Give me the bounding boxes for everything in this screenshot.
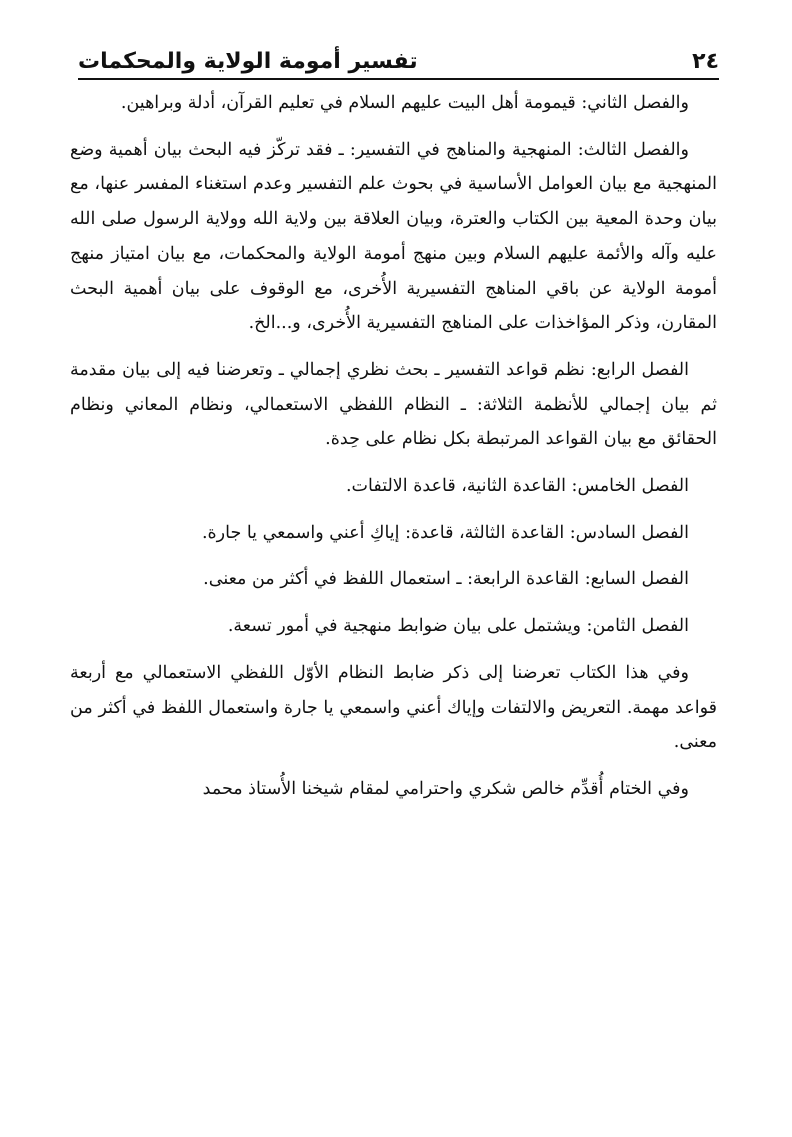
paragraph-book-summary: وفي هذا الكتاب تعرضنا إلى ذكر ضابط النظام الأوّل اللفظي الاستعمالي مع أربعة قواعد مهمة. التعريض والالتفات وإياك أعني واسمعي يا جارة واستعمال اللفظ في أكثر من معنى. — [70, 662, 717, 753]
paragraph-chapter-8: الفصل الثامن: ويشتمل على بيان ضوابط منهجية في أمور تسعة. — [227, 616, 689, 637]
paragraph-chapter-7: الفصل السابع: القاعدة الرابعة: ـ استعمال اللفظ في أكثر من معنى. — [203, 569, 689, 590]
paragraph-chapter-3: والفصل الثالث: المنهجية والمناهج في التفسير: ـ فقد تركّز فيه البحث بيان أهمية وضع المنهجية مع بيان العوامل الأساسية في بحوث علم التفسير وعدم استغناء المفسر عنها، مع بيان وحدة المعية بين الكتاب والعترة، وبيان العلاقة بين ولاية الله وولاية الرسول صلى الله عليه وآله والأئمة عليهم السلام وبين منهج أمومة الولاية والمحكمات، مع بيان امتياز منهج أمومة الولاية عن باقي المناهج التفسيرية الأُخرى، مع الوقوف على بيان أهمية البحث المقارن، وذكر المؤاخذات على المناهج التفسيرية الأُخرى، و...الخ. — [70, 139, 717, 334]
body-text — [70, 86, 717, 819]
page-header — [78, 34, 719, 80]
paragraph-chapter-4: الفصل الرابع: نظم قواعد التفسير ـ بحث نظري إجمالي ـ وتعرضنا فيه إلى بيان مقدمة ثم بيان إجمالي للأنظمة الثلاثة: ـ النظام اللفظي الاستعمالي، ونظام المعاني ونظام الحقائق مع بيان القواعد المرتبطة بكل نظام على حِدة. — [70, 359, 717, 450]
page-number: ٢٤ — [692, 49, 719, 74]
paragraph-chapter-5: الفصل الخامس: القاعدة الثانية، قاعدة الالتفات. — [345, 476, 689, 497]
paragraph-closing: وفي الختام أُقدِّم خالص شكري واحترامي لمقام شيخنا الأُستاذ محمد — [202, 778, 689, 799]
paragraph-chapter-2: والفصل الثاني: قيمومة أهل البيت عليهم السلام في تعليم القرآن، أدلة وبراهين. — [120, 93, 689, 113]
running-title: تفسير أمومة الولاية والمحكمات — [78, 49, 418, 74]
paragraph-chapter-6: الفصل السادس: القاعدة الثالثة، قاعدة: إياكِ أعني واسمعي يا جارة. — [201, 522, 689, 543]
